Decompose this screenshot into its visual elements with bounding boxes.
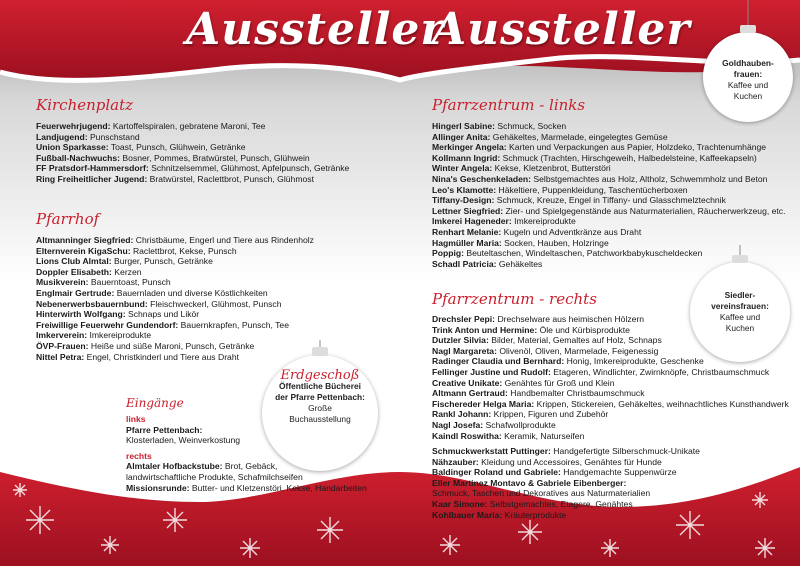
exhibitor-row: Altmann Gertraud: Handbemalter Christbaumschmuck	[432, 388, 645, 399]
eingaenge-links-label: links	[126, 414, 146, 424]
exhibitor-row: Merkinger Angela: Karten und Verpackungen aus Papier, Holzdeko, Trachtenumhänge	[432, 142, 767, 153]
exhibitor-row: Leo's Klamotte: Häkeltiere, Puppenkleidung, Taschentücherboxen	[432, 184, 688, 195]
exhibitor-row: Kohlbauer Maria: Kräuterprodukte	[432, 509, 567, 520]
exhibitor-row: Union Sparkasse: Toast, Punsch, Glühwein, Getränke	[36, 142, 246, 153]
exhibitor-row: Hagmüller Maria: Socken, Hauben, Holzringe	[432, 237, 609, 248]
exhibitor-row: Lettner Siegfried: Zier- und Spielgegenstände aus Naturmaterialien, Räucherwerkzeug, etc.	[432, 205, 786, 216]
exhibitor-row: Schmuckwerkstatt Puttinger: Handgefertigte Silberschmuck-Unikate	[432, 446, 700, 456]
exhibitor-row: Imkerei Hageneder: Imkereiprodukte	[432, 216, 576, 227]
heading-pfarrzentrum-links: Pfarrzentrum - links	[432, 96, 586, 114]
heading-pfarrhof: Pfarrhof	[36, 210, 100, 228]
erdgeschoss-text: Erdgeschoß Öffentliche Bücherei der Pfarre Pettenbach: Große Buchausstellung	[264, 370, 376, 425]
exhibitor-row: Fischereder Helga Maria: Krippen, Stickereien, Gehäkeltes, weihnachtliches Kunsthandwerk	[432, 398, 789, 409]
exhibitor-row: Creative Unikate: Genähtes für Groß und Klein	[432, 377, 615, 388]
exhibitor-row: Ring Freiheitlicher Jugend: Bratwürstel, Raclettbrot, Punsch, Glühmost	[36, 173, 314, 184]
exhibitor-row: Almtaler Hofbackstube: Brot, Gebäck,	[126, 461, 278, 472]
exhibitor-row: Landjugend: Punschstand	[36, 131, 140, 142]
exhibitor-row: Poppig: Beuteltaschen, Windeltaschen, Patchworkbabykuscheldecken	[432, 248, 703, 259]
exhibitor-row: FF Pratsdorf-Hammersdorf: Schnitzelsemmel, Glühmost, Apfelpunsch, Getränke	[36, 163, 350, 174]
exhibitor-row: Imkerverein: Imkereiprodukte	[36, 330, 152, 341]
exhibitor-row: Altmanninger Siegfried: Christbäume, Engerl und Tiere aus Rindenholz	[36, 235, 314, 245]
eingaenge-links-line1: Pfarre Pettenbach:	[126, 424, 203, 435]
exhibitor-row: Feuerwehrjugend: Kartoffelspiralen, gebratene Maroni, Tee	[36, 121, 266, 131]
exhibitor-row: Nebenerwerbsbauernbund: Fleischweckerl, Glühmost, Punsch	[36, 298, 282, 309]
heading-eingaenge: Eingänge	[126, 396, 184, 410]
exhibitor-row: Nittel Petra: Engel, Christkinderl und Tiere aus Draht	[36, 351, 239, 362]
list-kirchenplatz	[36, 121, 349, 185]
list-pfarrhof	[36, 235, 314, 362]
eingaenge-rechts-label: rechts	[126, 450, 152, 461]
exhibitor-row: Dutzler Silvia: Bilder, Material, Gemaltes auf Holz, Schnaps	[432, 335, 662, 346]
exhibitor-row: Nina's Geschenkeladen: Selbstgemachtes aus Holz, Altholz, Schwemmholz und Beton	[432, 173, 768, 184]
heading-erdgeschoss: Erdgeschoß	[280, 368, 360, 383]
exhibitor-row: Tiffany-Design: Schmuck, Kreuze, Engel in Tiffany- und Glasschmelztechnik	[432, 195, 726, 206]
exhibitor-row: Hingerl Sabine: Schmuck, Socken	[432, 121, 567, 131]
exhibitor-row: Freiwillige Feuerwehr Gundendorf: Bauernkrapfen, Punsch, Tee	[36, 319, 289, 330]
exhibitor-row: Doppler Elisabeth: Kerzen	[36, 266, 142, 277]
exhibitor-row: Hinterwirth Wolfgang: Schnaps und Likör	[36, 309, 200, 320]
exhibitor-row: Rankl Johann: Krippen, Figuren und Zubehör	[432, 409, 609, 420]
title-left: Aussteller	[186, 4, 445, 55]
exhibitor-row: Radinger Claudia und Bernhard: Honig, Imkereiprodukte, Geschenke	[432, 356, 704, 367]
exhibitor-row: Winter Angela: Kekse, Kletzenbrot, Butterstöri	[432, 163, 611, 174]
exhibitor-row: Trink Anton und Hermine: Öle und Kürbisprodukte	[432, 324, 630, 335]
exhibitor-row: Musikverein: Bauerntoast, Punsch	[36, 277, 171, 288]
heading-pfarrzentrum-rechts: Pfarrzentrum - rechts	[432, 290, 597, 308]
exhibitor-row: Nähzauber: Kleidung und Accessoires, Genähtes für Hunde	[432, 456, 662, 467]
exhibitor-row: Englmair Gertrude: Bauernladen und diverse Köstlichkeiten	[36, 287, 268, 298]
list-weitere-aussteller	[432, 446, 700, 520]
exhibitor-row: Schmuck, Taschen und Dekoratives aus Naturmaterialien	[432, 488, 651, 499]
siedlervereinsfrauen-text: Siedler- vereinsfrauen: Kaffee und Kuchen	[711, 290, 769, 333]
exhibitor-row: Nagl Josefa: Schafwollprodukte	[432, 419, 556, 430]
exhibitor-row: Missionsrunde: Butter- und Kletzenstöri, Kekse, Handarbeiten	[126, 482, 367, 493]
exhibitor-row: Kaar Simone: Selbstgemachtes, Etagere, Genähtes	[432, 498, 633, 509]
exhibitor-row: ÖVP-Frauen: Heiße und süße Maroni, Punsch, Getränke	[36, 340, 255, 351]
exhibitor-row: Fellinger Justine und Rudolf: Etageren, Windlichter, Zwirnknöpfe, Christbaumschmuck	[432, 366, 770, 377]
exhibitor-row: Drechsler Pepi: Drechselware aus heimischen Hölzern	[432, 314, 645, 324]
exhibitor-row: Kollmann Ingrid: Schmuck (Trachten, Hirschgeweih, Halbedelsteine, Kaffeekapseln)	[432, 152, 757, 163]
exhibitor-row: Nagl Margareta: Olivenöl, Oliven, Marmelade, Feigenessig	[432, 345, 659, 356]
exhibitor-row: Lions Club Almtal: Burger, Punsch, Getränke	[36, 256, 213, 267]
exhibitor-row: landwirtschaftliche Produkte, Schafmilchseifen	[126, 471, 303, 482]
exhibitor-row: Eller Martinez Montavo & Gabriele Eibenberger:	[432, 477, 627, 488]
exhibitor-row: Kaindl Roswitha: Keramik, Naturseifen	[432, 430, 585, 441]
eingaenge-links-line2: Klosterladen, Weinverkostung	[126, 435, 241, 446]
exhibitor-row: Schadl Patricia: Gehäkeltes	[432, 258, 543, 269]
exhibitor-row: Renhart Melanie: Kugeln und Adventkränze aus Draht	[432, 226, 642, 237]
title-right: Aussteller	[432, 4, 691, 55]
goldhaubenfrauen-text: Goldhauben- frauen: Kaffee und Kuchen	[722, 58, 774, 101]
heading-kirchenplatz: Kirchenplatz	[36, 96, 134, 114]
exhibitor-row: Fußball-Nachwuchs: Bosner, Pommes, Bratwürstel, Punsch, Glühwein	[36, 152, 310, 163]
exhibitor-row: Baldinger Roland und Gabriele: Handgemachte Suppenwürze	[432, 467, 677, 478]
list-pfarrzentrum-links	[432, 121, 785, 269]
exhibitor-row: Elternverein KigaSchu: Raclettbrot, Kekse, Punsch	[36, 245, 237, 256]
exhibitor-row: Allinger Anita: Gehäkeltes, Marmelade, eingelegtes Gemüse	[432, 131, 668, 142]
